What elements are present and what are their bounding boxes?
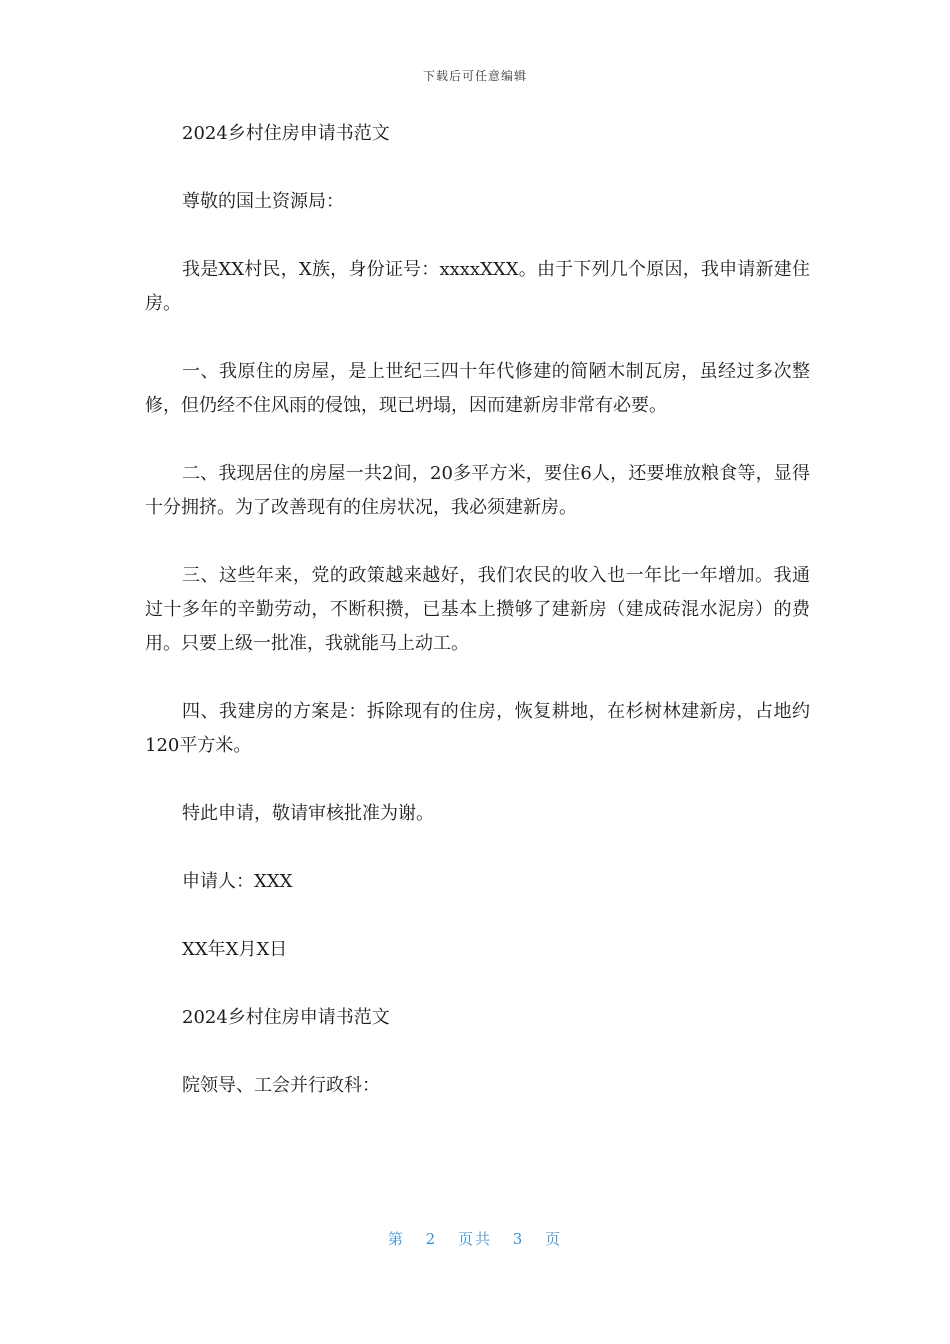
applicant-line: 申请人：XXX — [182, 871, 293, 892]
paragraph-intro: 我是XX村民，X族，身份证号：xxxxXXX。由于下列几个原因，我申请新建住房。 — [145, 259, 810, 314]
document-title: 2024乡村住房申请书范文 — [182, 123, 390, 144]
paragraph-reason-1: 一、我原住的房屋，是上世纪三四十年代修建的简陋木制瓦房，虽经过多次整修，但仍经不住风雨的侵蚀，现已坍塌，因而建新房非常有必要。 — [145, 361, 810, 416]
closing-request: 特此申请，敬请审核批准为谢。 — [182, 803, 434, 824]
paragraph-reason-2: 二、我现居住的房屋一共2间，20多平方米，要住6人，还要堆放粮食等，显得十分拥挤。为了改善现有的住房状况，我必须建新房。 — [145, 463, 810, 518]
date-line: XX年X月X日 — [182, 939, 288, 960]
salutation: 尊敬的国土资源局： — [182, 191, 344, 212]
paragraph-reason-3: 三、这些年来，党的政策越来越好，我们农民的收入也一年比一年增加。我通过十多年的辛勤劳动，不断积攒，已基本上攒够了建新房（建成砖混水泥房）的费用。只要上级一批准，我就能马上动工。 — [145, 565, 810, 654]
second-document-title: 2024乡村住房申请书范文 — [182, 1007, 390, 1028]
download-edit-note: 下载后可任意编辑 — [422, 69, 527, 83]
second-salutation: 院领导、工会并行政科： — [182, 1075, 380, 1096]
document-body — [145, 117, 810, 1137]
paragraph-reason-4: 四、我建房的方案是：拆除现有的住房，恢复耕地，在杉树林建新房，占地约120平方米。 — [145, 701, 810, 756]
page-indicator: 第 2 页共 3 页 — [387, 1230, 563, 1248]
